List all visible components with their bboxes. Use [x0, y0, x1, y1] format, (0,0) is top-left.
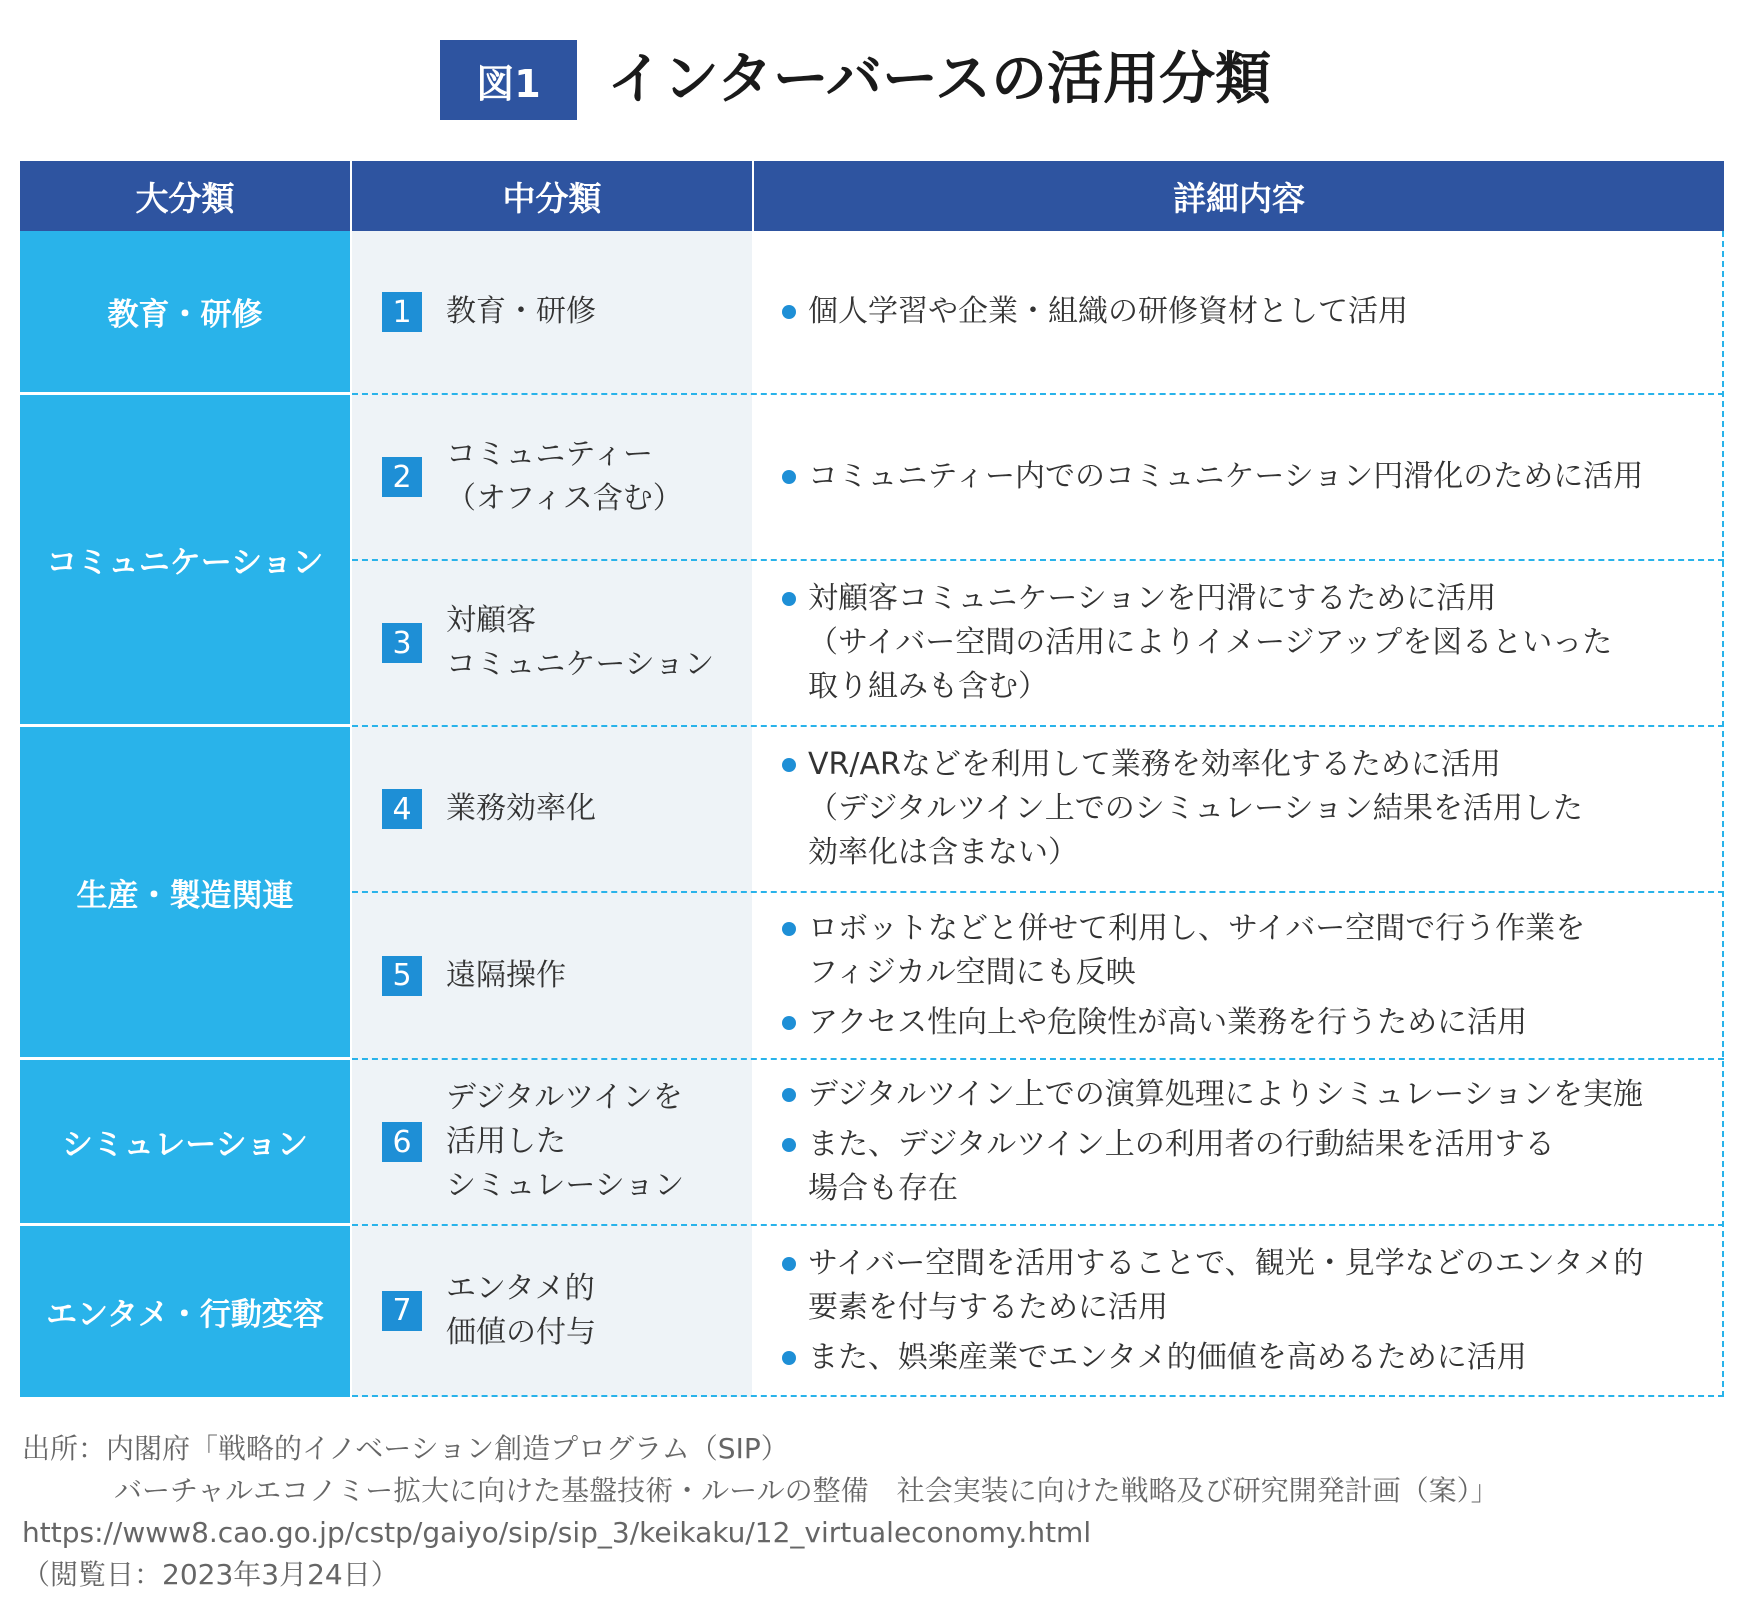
detail-bullet: また、デジタルツイン上の利用者の行動結果を活用する 場合も存在: [782, 1123, 1724, 1211]
detail-cell: [754, 1226, 1724, 1395]
sub-category-label: 遠隔操作: [446, 957, 566, 993]
sub-category-cell: [352, 1060, 752, 1224]
sub-category-cell: [352, 561, 752, 725]
row-divider: [352, 1395, 1724, 1397]
bullet-dot-icon: [782, 592, 796, 606]
category-simulation: シミュレーション: [61, 1127, 309, 1163]
category-education: 教育・研修: [107, 297, 263, 333]
sub-category-label: エンタメ的 価値の付与: [446, 1270, 596, 1350]
header-major-category: 大分類: [20, 161, 350, 231]
row-number-badge: 7: [382, 1291, 422, 1331]
detail-bullet: デジタルツイン上での演算処理によりシミュレーションを実施: [782, 1073, 1724, 1117]
bullet-dot-icon: [782, 1088, 796, 1102]
detail-cell: [754, 231, 1724, 393]
sub-category-label: 教育・研修: [446, 294, 596, 329]
category-entertainment: エンタメ・行動変容: [46, 1297, 324, 1333]
category-communication: コミュニケーション: [46, 545, 324, 581]
row-number-badge: 4: [382, 789, 422, 829]
source-line: 出所：内閣府「戦略的イノベーション創造プログラム（SIP）: [22, 1432, 789, 1465]
detail-bullet: アクセス性向上や危険性が高い業務を行うために活用: [782, 1001, 1724, 1045]
source-note: [22, 1428, 1499, 1596]
sub-category-label: 業務効率化: [446, 791, 596, 826]
detail-cell: [754, 893, 1724, 1058]
detail-cell: [754, 561, 1724, 725]
header-details: 詳細内容: [754, 161, 1724, 231]
classification-table: [20, 161, 1724, 1397]
detail-cell: [754, 395, 1724, 559]
detail-cell: [754, 1060, 1724, 1224]
sub-category-label: 対顧客 コミュニケーション: [446, 603, 715, 682]
sub-category-label: コミュニティー （オフィス含む）: [446, 437, 683, 516]
row-number-badge: 6: [382, 1122, 422, 1162]
sub-category-label: デジタルツインを 活用した シミュレーション: [446, 1080, 685, 1203]
bullet-dot-icon: [782, 305, 796, 319]
category-production: 生産・製造関連: [76, 877, 294, 914]
row-number-badge: 1: [382, 292, 422, 332]
bullet-dot-icon: [782, 1351, 796, 1365]
detail-bullet: コミュニティー内でのコミュニケーション円滑化のために活用: [782, 455, 1724, 499]
sub-category-cell: [352, 231, 752, 393]
sub-category-cell: [352, 1226, 752, 1395]
bullet-dot-icon: [782, 1257, 796, 1271]
row-number-badge: 5: [382, 956, 422, 996]
bullet-dot-icon: [782, 1138, 796, 1152]
figure-title-bar: [0, 40, 1740, 120]
source-line: バーチャルエコノミー拡大に向けた基盤技術・ルールの整備 社会実装に向けた戦略及び研究開発計画（案）」: [114, 1474, 1499, 1507]
figure-badge: 図1: [440, 40, 577, 120]
source-url: https://www8.cao.go.jp/cstp/gaiyo/sip/sip_3/keikaku/12_virtualeconomy.html: [22, 1516, 1092, 1549]
detail-bullet: サイバー空間を活用することで、観光・見学などのエンタメ的 要素を付与するために活用: [782, 1242, 1724, 1330]
bullet-dot-icon: [782, 922, 796, 936]
figure-title: インターバースの活用分類: [607, 47, 1272, 112]
detail-bullet: また、娯楽産業でエンタメ的価値を高めるために活用: [782, 1336, 1724, 1380]
bullet-dot-icon: [782, 758, 796, 772]
row-number-badge: 3: [382, 623, 422, 663]
detail-bullet: ロボットなどと併せて利用し、サイバー空間で行う作業を フィジカル空間にも反映: [782, 907, 1724, 995]
detail-bullet: VR/ARなどを利用して業務を効率化するために活用 （デジタルツイン上でのシミュレーション結果を活用した 効率化は含まない）: [782, 743, 1724, 875]
source-access-date: （閲覧日：2023年3月24日）: [22, 1558, 399, 1591]
sub-category-cell: [352, 727, 752, 891]
detail-cell: [754, 727, 1724, 891]
bullet-dot-icon: [782, 470, 796, 484]
header-sub-category: 中分類: [352, 161, 752, 231]
bullet-dot-icon: [782, 1016, 796, 1030]
sub-category-cell: [352, 395, 752, 559]
detail-bullet: 個人学習や企業・組織の研修資材として活用: [782, 290, 1724, 334]
detail-bullet: 対顧客コミュニケーションを円滑にするために活用 （サイバー空間の活用によりイメージアップを図るといった 取り組みも含む）: [782, 577, 1724, 709]
sub-category-cell: [352, 893, 752, 1058]
row-number-badge: 2: [382, 457, 422, 497]
